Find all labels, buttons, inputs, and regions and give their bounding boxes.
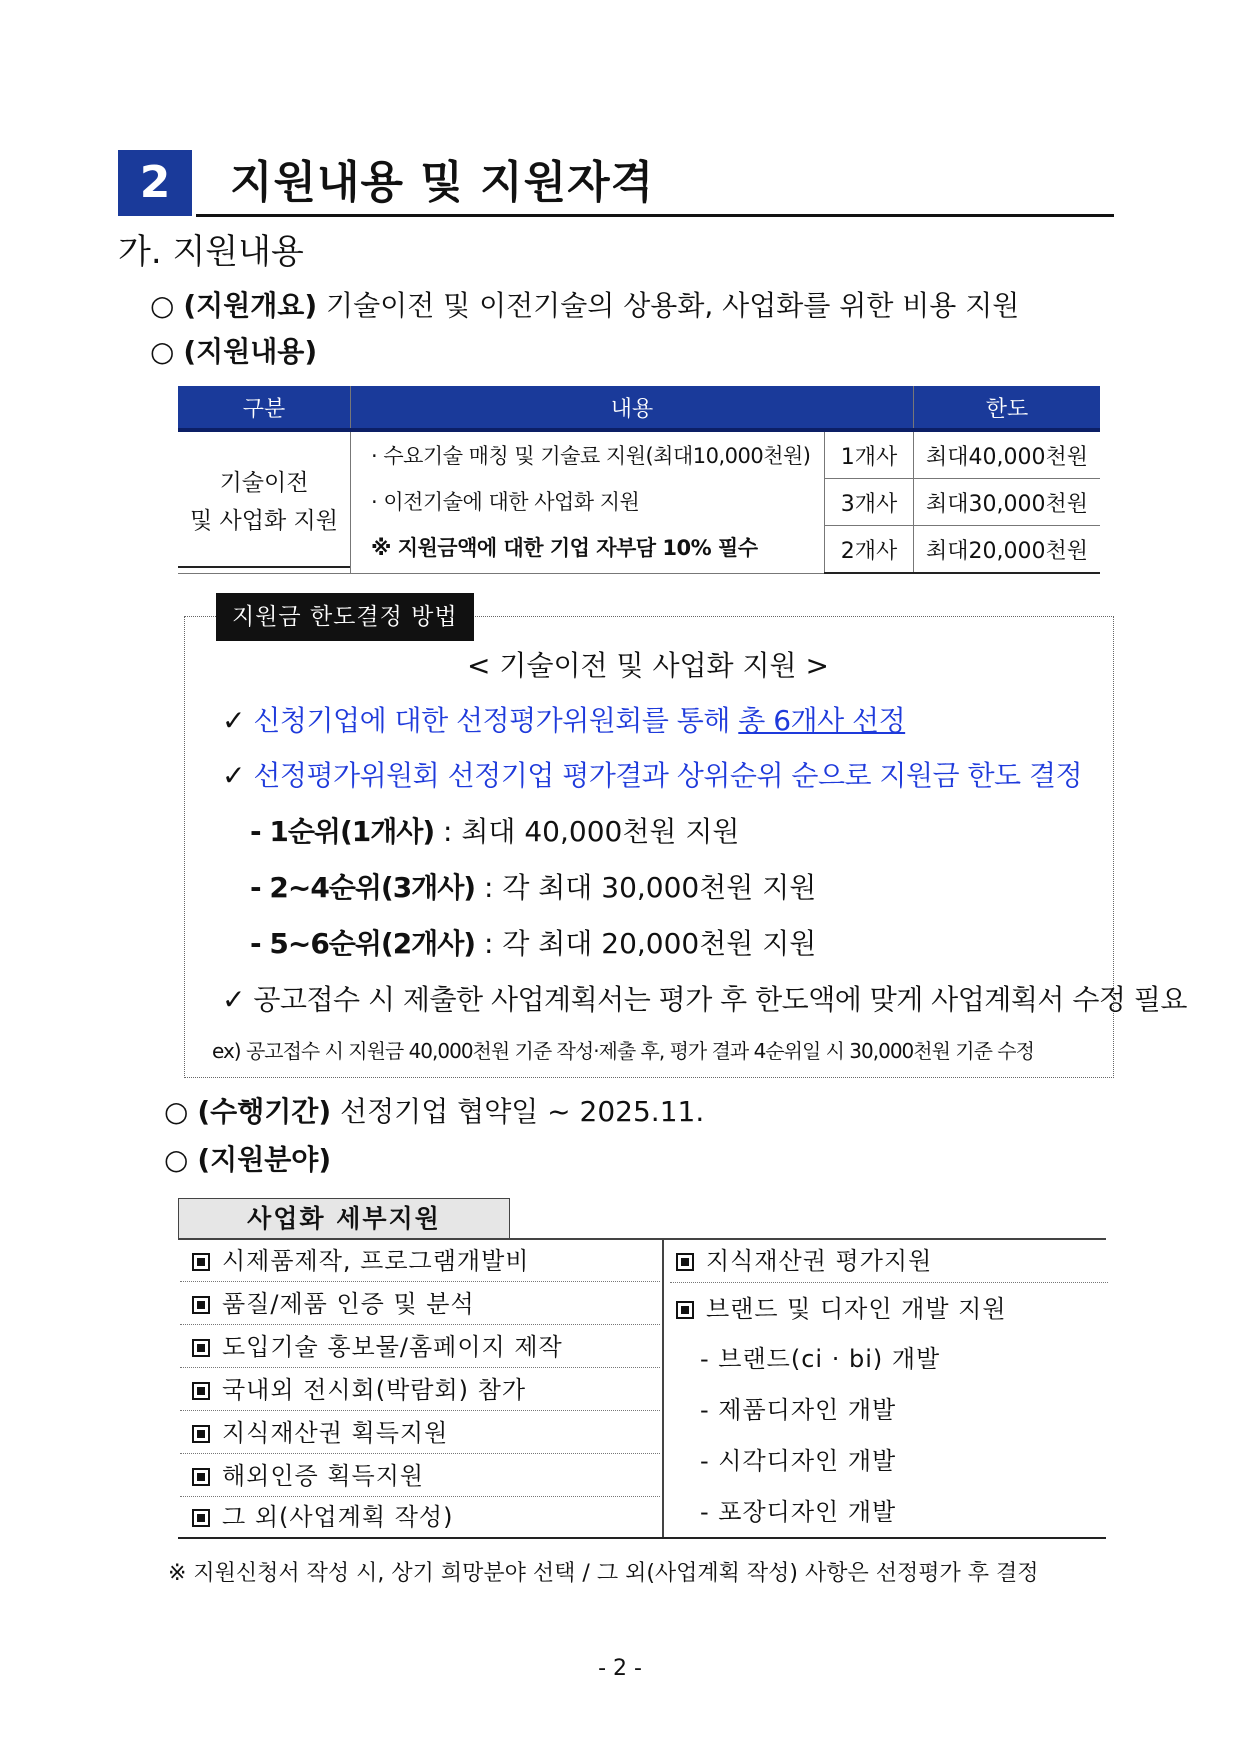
filled-square-icon [192, 1296, 210, 1314]
period-text: 선정기업 협약일 ~ 2025.11. [340, 1095, 705, 1128]
content-bullet [150, 332, 317, 372]
table-count: 2개사 [825, 526, 914, 574]
table-limit: 최대20,000천원 [914, 526, 1101, 574]
period-label: (수행기간) [197, 1095, 332, 1128]
table-header-content: 내용 [351, 386, 914, 430]
field-item: 그 외(사업계획 작성) [180, 1496, 660, 1538]
content-item: · 이전기술에 대한 사업화 지원 [371, 490, 640, 515]
underlined-selection: 총 6개사 선정 [738, 704, 906, 737]
field-item: 지식재산권 평가지원 [670, 1240, 1108, 1283]
check-icon: ✓ [222, 759, 245, 792]
overview-bullet [150, 286, 1019, 326]
content-label: (지원내용) [183, 335, 318, 368]
circle-bullet-icon: ○ [164, 1143, 189, 1176]
content-item: · 수요기술 매칭 및 기술료 지원(최대10,000천원) [371, 444, 811, 469]
filled-square-icon [192, 1509, 210, 1527]
field-item: 도입기술 홍보물/홈페이지 제작 [180, 1326, 660, 1368]
self-burden-note: ※ 지원금액에 대한 기업 자부담 10% 필수 [371, 536, 758, 561]
field-sub-item: - 포장디자인 개발 [700, 1498, 897, 1526]
field-item: 품질/제품 인증 및 분석 [180, 1283, 660, 1325]
overview-text: 기술이전 및 이전기술의 상용화, 사업화를 위한 비용 지원 [326, 289, 1020, 322]
page-number: - 2 - [598, 1656, 642, 1681]
section-number: 2 [118, 150, 192, 216]
filled-square-icon [676, 1301, 694, 1319]
filled-square-icon [192, 1339, 210, 1357]
circle-bullet-icon: ○ [150, 289, 175, 322]
field-sub-item: - 제품디자인 개발 [700, 1396, 897, 1424]
table-count: 3개사 [825, 479, 914, 526]
field-bullet [164, 1140, 331, 1180]
filled-square-icon [192, 1382, 210, 1400]
overview-label: (지원개요) [183, 289, 318, 322]
table-limit: 최대40,000천원 [914, 430, 1101, 479]
filled-square-icon [192, 1253, 210, 1271]
period-bullet [164, 1092, 704, 1132]
field-label: (지원분야) [197, 1143, 332, 1176]
field-table-divider [662, 1238, 664, 1538]
field-sub-item: - 시각디자인 개발 [700, 1447, 897, 1475]
field-sub-item: - 브랜드(ci · bi) 개발 [700, 1345, 941, 1373]
limit-box-title: < 기술이전 및 사업화 지원 > [467, 649, 829, 682]
field-item: 브랜드 및 디자인 개발 지원 [676, 1288, 1007, 1330]
field-item: 시제품제작, 프로그램개발비 [180, 1240, 660, 1282]
limit-box-tag: 지원금 한도결정 방법 [216, 593, 474, 641]
table-header-limit: 한도 [914, 386, 1101, 430]
table-bottom-rule [178, 566, 350, 568]
rank-item: - 2~4순위(3개사) : 각 최대 30,000천원 지원 [250, 871, 817, 904]
field-item: 지식재산권 획득지원 [180, 1412, 660, 1454]
section-title: 지원내용 및 지원자격 [230, 157, 655, 208]
table-count: 1개사 [825, 430, 914, 479]
field-item: 해외인증 획득지원 [180, 1455, 660, 1497]
check-item-1: ✓ 신청기업에 대한 선정평가위원회를 통해 총 6개사 선정 [222, 704, 906, 737]
circle-bullet-icon: ○ [150, 335, 175, 368]
check-item-2: ✓ 선정평가위원회 선정기업 평가결과 상위순위 순으로 지원금 한도 결정 [222, 759, 1083, 792]
table-category: 기술이전 및 사업화 지원 [178, 430, 351, 573]
example-line: ex) 공고접수 시 지원금 40,000천원 기준 작성·제출 후, 평가 결과 4순위일 시 30,000천원 기준 수정 [212, 1039, 1034, 1063]
check-icon: ✓ [222, 704, 245, 737]
field-table-header: 사업화 세부지원 [178, 1198, 510, 1240]
filled-square-icon [192, 1468, 210, 1486]
check-item-3: ✓ 공고접수 시 제출한 사업계획서는 평가 후 한도액에 맞게 사업계획서 수정 필요 [222, 983, 1187, 1016]
support-table [178, 386, 1100, 574]
field-item: 국내외 전시회(박람회) 참가 [180, 1369, 660, 1411]
rank-item: - 5~6순위(2개사) : 각 최대 20,000천원 지원 [250, 927, 817, 960]
table-content [351, 430, 825, 573]
check-icon: ✓ [222, 983, 245, 1016]
section-divider [196, 214, 1114, 217]
filled-square-icon [676, 1253, 694, 1271]
footnote: ※ 지원신청서 작성 시, 상기 희망분야 선택 / 그 외(사업계획 작성) 사항은 선정평가 후 결정 [168, 1561, 1039, 1586]
table-limit: 최대30,000천원 [914, 479, 1101, 526]
rank-item: - 1순위(1개사) : 최대 40,000천원 지원 [250, 815, 740, 848]
subheading: 가. 지원내용 [118, 232, 304, 272]
table-header-category: 구분 [178, 386, 351, 430]
circle-bullet-icon: ○ [164, 1095, 189, 1128]
filled-square-icon [192, 1425, 210, 1443]
